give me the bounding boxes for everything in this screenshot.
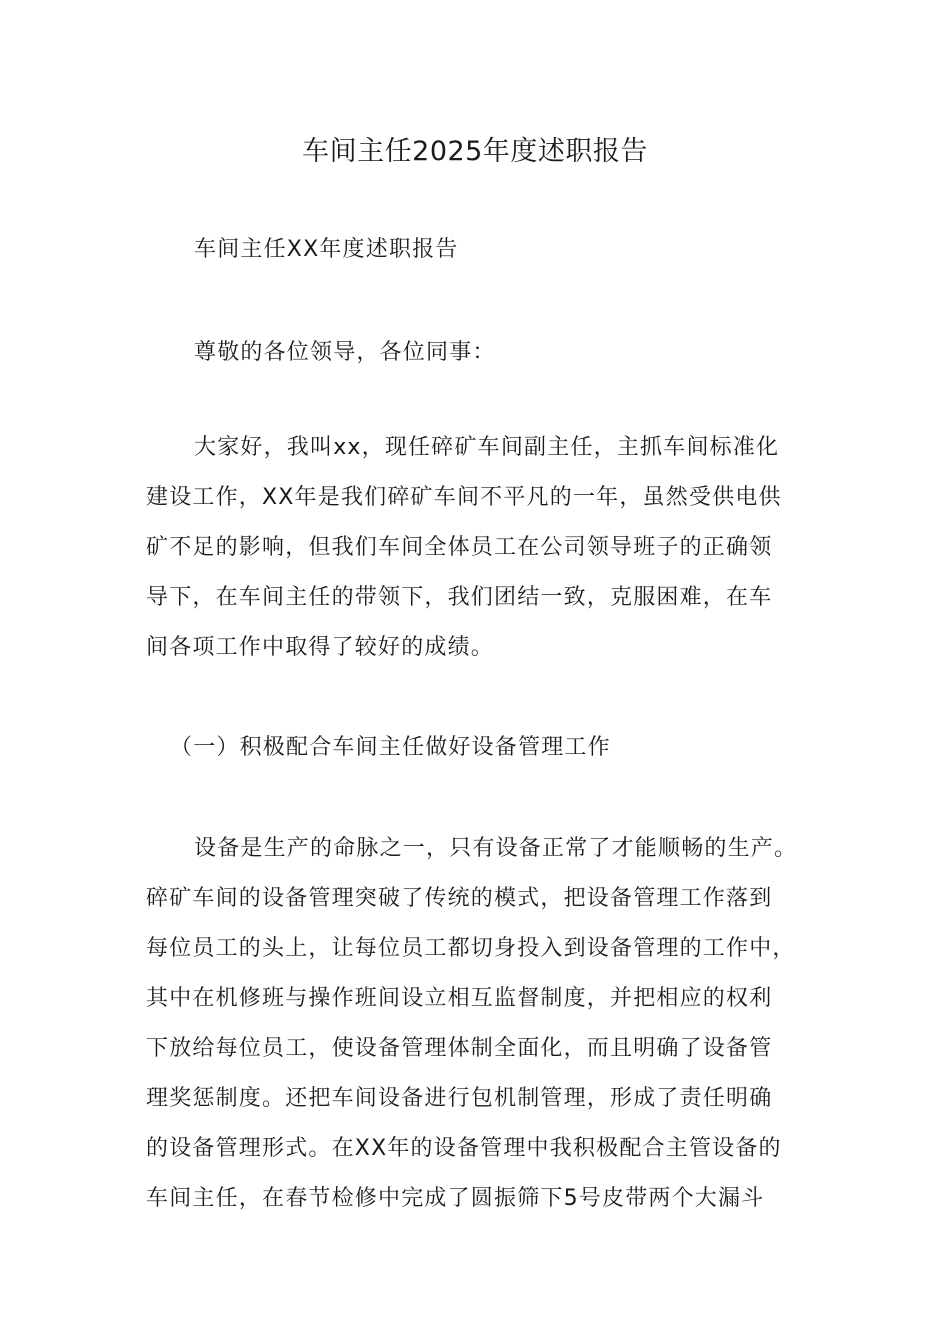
body-line-7: 的设备管理形式。在XX年的设备管理中我积极配合主管设备的 [146,1136,782,1161]
intro-line-2: 建设工作，XX年是我们碎矿车间不平凡的一年，虽然受供电供 [146,485,782,510]
report-subtitle-line: 车间主任XX年度述职报告 [194,237,459,262]
body-line-2: 碎矿车间的设备管理突破了传统的模式，把设备管理工作落到 [146,886,773,911]
intro-line-1: 大家好，我叫xx，现任碎矿车间副主任，主抓车间标准化 [194,435,780,460]
body-line-5: 下放给每位员工，使设备管理体制全面化，而且明确了设备管 [146,1036,773,1061]
intro-line-4: 导下，在车间主任的带领下，我们团结一致，克服困难，在车 [146,585,773,610]
document-title: 车间主任2025年度述职报告 [302,136,648,167]
body-line-6: 理奖惩制度。还把车间设备进行包机制管理，形成了责任明确 [146,1086,773,1111]
body-line-3: 每位员工的头上，让每位员工都切身投入到设备管理的工作中， [146,936,796,961]
body-line-4: 其中在机修班与操作班间设立相互监督制度，并把相应的权利 [146,986,773,1011]
body-line-8: 车间主任，在春节检修中完成了圆振筛下5号皮带两个大漏斗 [146,1186,765,1211]
intro-line-5: 间各项工作中取得了较好的成绩。 [146,635,495,660]
intro-line-3: 矿不足的影响，但我们车间全体员工在公司领导班子的正确领 [146,535,773,560]
salutation-line: 尊敬的各位领导，各位同事： [194,340,496,365]
section-heading: （一）积极配合车间主任做好设备管理工作 [170,735,611,760]
body-line-1: 设备是生产的命脉之一，只有设备正常了才能顺畅的生产。 [194,836,798,861]
